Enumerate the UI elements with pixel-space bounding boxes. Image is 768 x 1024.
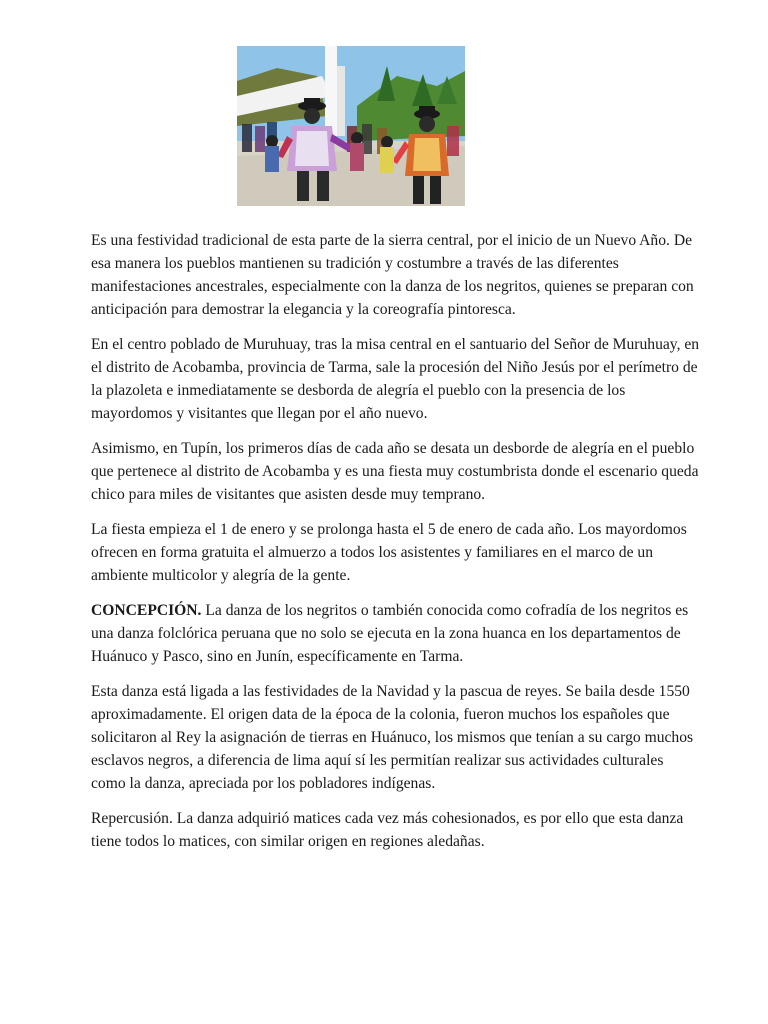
paragraph-6-text: Esta danza está ligada a las festividades de la Navidad y la pascua de reyes. Se baila desde 1550 aproximadamente. El origen data de la época de la colonia, fueron muchos los españoles que solicitaron al Rey la asignación de tierras en Huánuco, los mismos que tenían a su cargo muchos esclavos negros, a diferencia de lima aquí sí les permitían realizar sus actividades culturales como la danza, apreciada por los pobladores indígenas. bbox=[91, 683, 694, 792]
paragraph-2 bbox=[91, 333, 701, 425]
paragraph-5 bbox=[91, 599, 701, 668]
paragraph-2-text: En el centro poblado de Muruhuay, tras la misa central en el santuario del Señor de Muruhuay, en el distrito de Acobamba, provincia de Tarma, sale la procesión del Niño Jesús por el perímetro de la plazoleta e inmediatamente se desborda de alegría el pueblo con la presencia de los mayordomos y visitantes que llegan por el año nuevo. bbox=[91, 336, 700, 422]
paragraph-4 bbox=[91, 518, 701, 587]
paragraph-3-text: Asimismo, en Tupín, los primeros días de cada año se desata un desborde de alegría en el pueblo que pertenece al distrito de Acobamba y es una fiesta muy costumbrista donde el escenario queda chico para miles de visitantes que asisten desde muy temprano. bbox=[91, 440, 699, 503]
dancers-image-icon bbox=[237, 46, 465, 206]
paragraph-7-text: Repercusión. La danza adquirió matices cada vez más cohesionados, es por ello que esta danza tiene todos lo matices, con similar origen en regiones aledañas. bbox=[91, 810, 684, 850]
paragraph-4-text: La fiesta empieza el 1 de enero y se prolonga hasta el 5 de enero de cada año. Los mayordomos ofrecen en forma gratuita el almuerzo a todos los asistentes y familiares en el marco de un ambiente multicolor y alegría de la gente. bbox=[91, 521, 687, 584]
paragraph-5-text: La danza de los negritos o también conocida como cofradía de los negritos es una danza folclórica peruana que no solo se ejecuta en la zona huanca en los departamentos de Huánuco y Pasco, sino en Junín, específicamente en Tarma. bbox=[91, 602, 689, 665]
article-body bbox=[91, 229, 701, 865]
festival-dance-photo bbox=[237, 46, 465, 206]
paragraph-1 bbox=[91, 229, 701, 321]
paragraph-1-text: Es una festividad tradicional de esta parte de la sierra central, por el inicio de un Nuevo Año. De esa manera los pueblos mantienen su tradición y costumbre a través de las diferentes manifestaciones ancestrales, especialmente con la danza de los negritos, quienes se preparan con anticipación para demostrar la elegancia y la coreografía pintoresca. bbox=[91, 232, 694, 318]
paragraph-7 bbox=[91, 807, 701, 853]
paragraph-6 bbox=[91, 680, 701, 795]
paragraph-3 bbox=[91, 437, 701, 506]
concepcion-heading: CONCEPCIÓN. bbox=[91, 602, 202, 619]
